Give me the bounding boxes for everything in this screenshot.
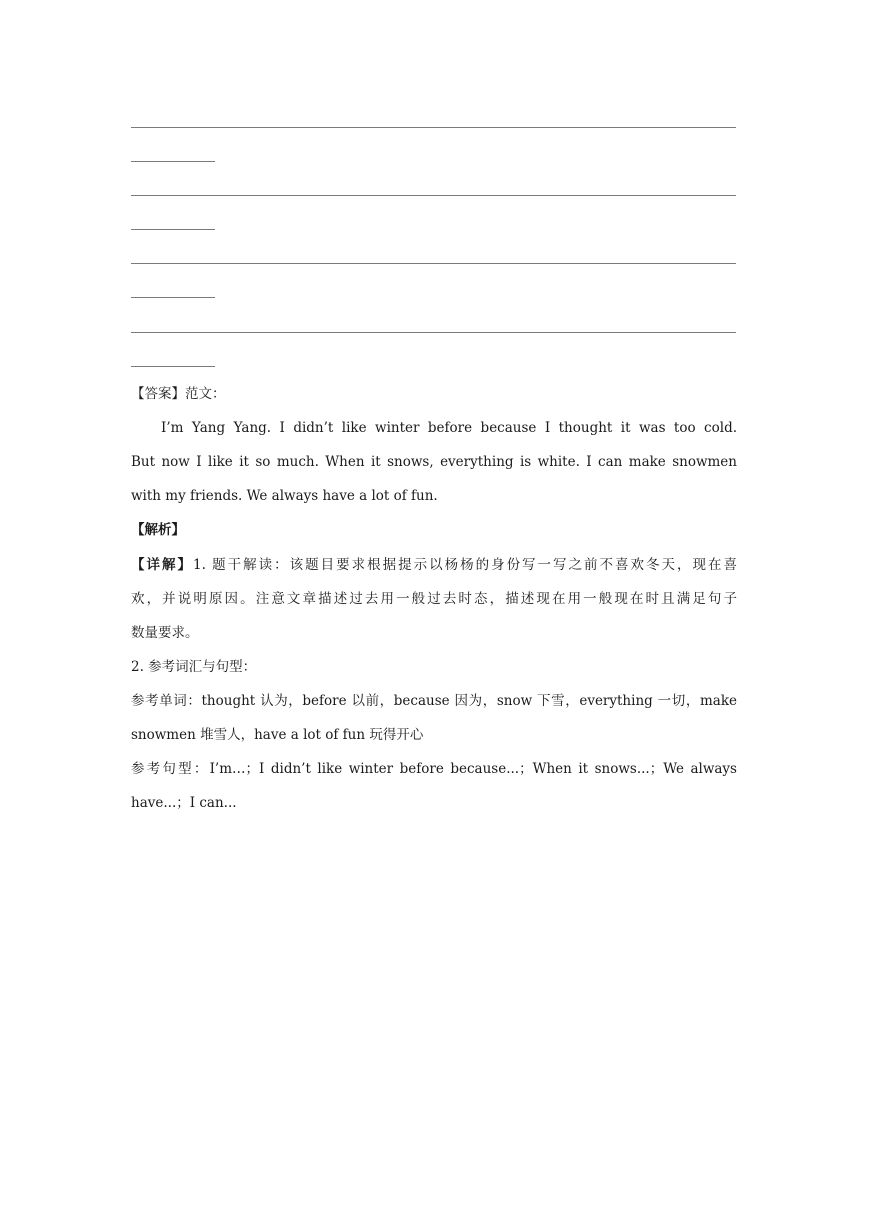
analysis-heading: 【解析】	[131, 522, 185, 538]
detail-line: 参考句型：I’m…；I didn’t like winter before because...；When it snows...；We always	[131, 761, 737, 777]
essay-line: I’m Yang Yang. I didn’t like winter before because I thought it was too cold.	[161, 420, 737, 436]
writing-line	[131, 332, 736, 333]
detail-line: have...；I can...	[131, 795, 237, 811]
writing-line	[131, 195, 736, 196]
writing-line	[131, 127, 736, 128]
detail-line: 欢，并说明原因。注意文章描述过去用一般过去时态，描述现在用一般现在时且满足句子	[131, 591, 737, 607]
writing-line-short	[131, 161, 215, 162]
writing-line-short	[131, 297, 215, 298]
detail-line: 2. 参考词汇与句型：	[131, 659, 257, 675]
writing-line-short	[131, 229, 215, 230]
answer-heading: 【答案】范文：	[131, 386, 226, 402]
detail-line-1	[131, 555, 737, 575]
writing-line-short	[131, 366, 215, 367]
detail-line: snowmen 堆雪人，have a lot of fun 玩得开心	[131, 727, 424, 743]
essay-line: with my friends. We always have a lot of fun.	[131, 488, 438, 504]
detail-line: 参考单词：thought 认为，before 以前，because 因为，snow 下雪，everything 一切，make	[131, 693, 737, 709]
detail-line: 数量要求。	[131, 625, 199, 641]
writing-line	[131, 263, 736, 264]
essay-line: But now I like it so much. When it snows, everything is white. I can make snowmen	[131, 454, 737, 470]
detail-text: 1. 题干解读：该题目要求根据提示以杨杨的身份写一写之前不喜欢冬天，现在喜	[192, 557, 738, 573]
detail-label: 【详解】	[131, 557, 193, 573]
